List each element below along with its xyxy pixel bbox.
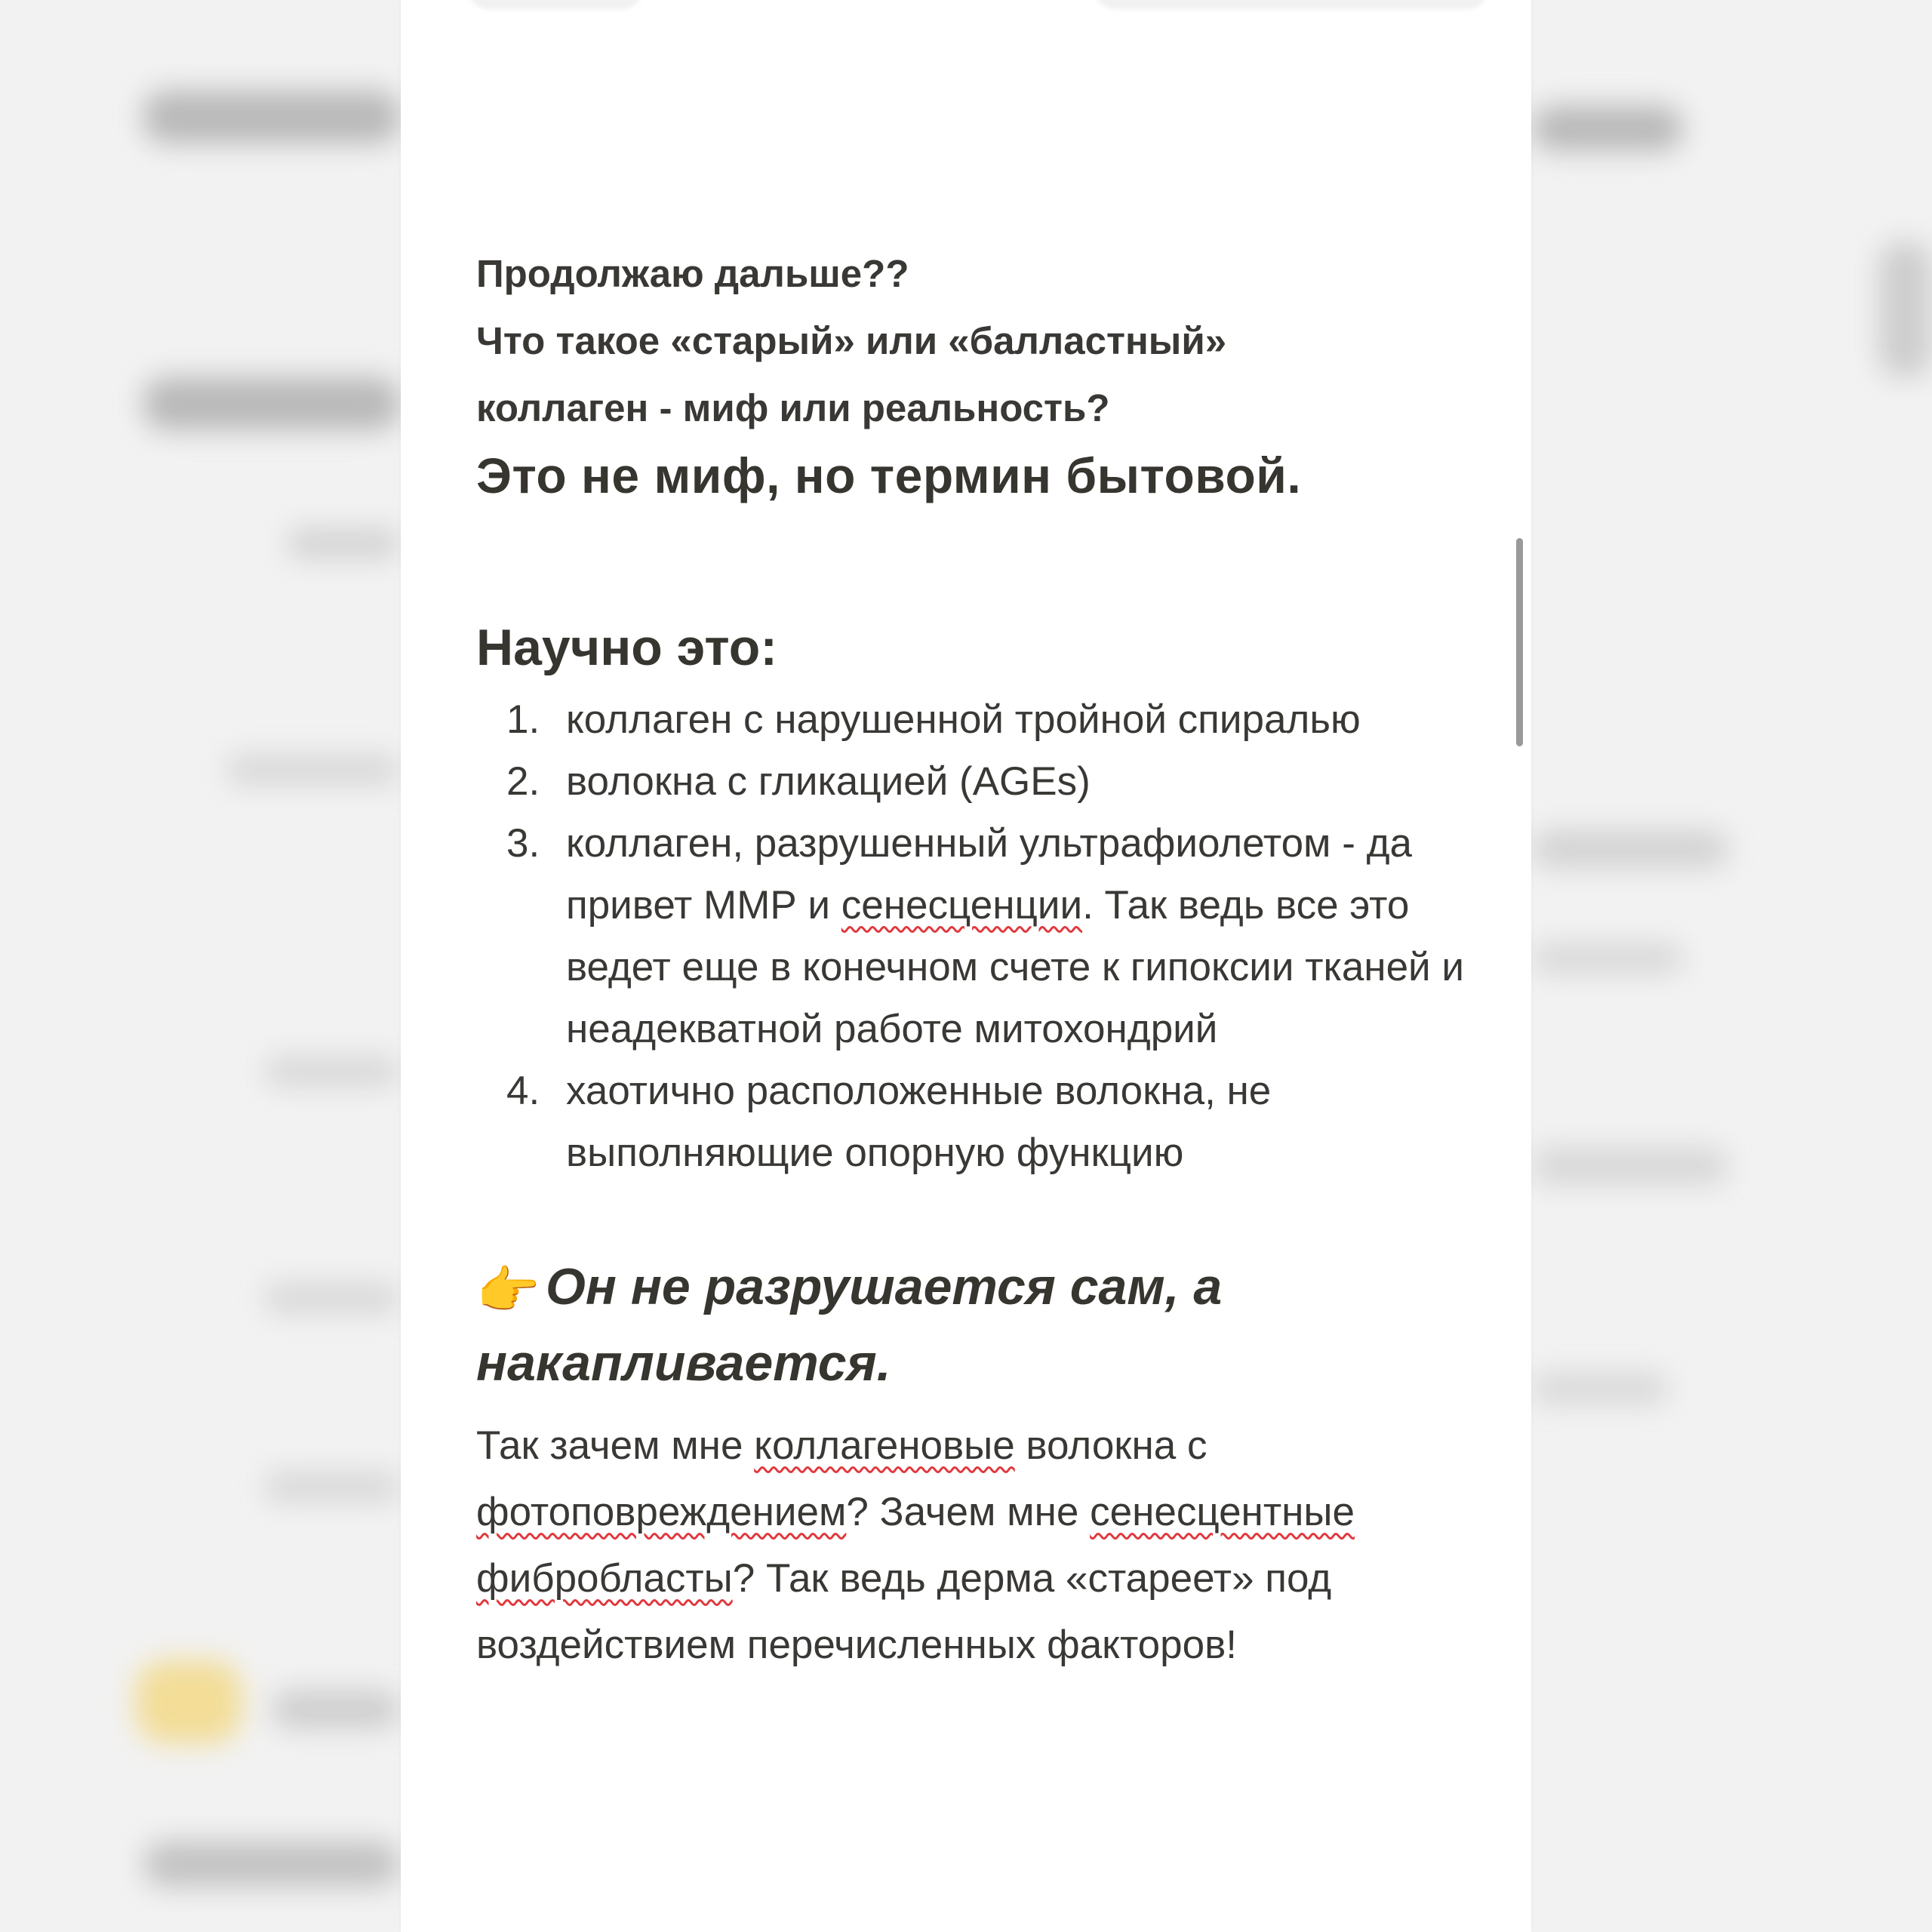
list-number: 1. bbox=[506, 697, 540, 742]
paragraph-text: Так зачем мне bbox=[476, 1423, 755, 1469]
section-heading: Научно это: bbox=[476, 619, 777, 676]
closing-paragraph bbox=[476, 1413, 1480, 1678]
spellcheck-flagged-word[interactable]: сенесценции bbox=[841, 883, 1083, 928]
paragraph-text: ? Так ведь дерма «стареет» под воздействием перечисленных факторов! bbox=[476, 1556, 1332, 1668]
intro-line-2: Что такое «старый» или «балластный» bbox=[476, 319, 1227, 362]
pointing-hand-icon: 👉 bbox=[476, 1262, 540, 1320]
note-document[interactable] bbox=[401, 0, 1531, 1932]
paragraph-text: волокна с bbox=[1014, 1423, 1208, 1469]
list-item-text-after: . Так ведь все это ведет еще в конечном счете к гипоксии тканей и неадекватной работе митохондрий bbox=[566, 883, 1464, 1051]
intro-line-1: Продолжаю дальше?? bbox=[476, 252, 909, 295]
list-number: 3. bbox=[506, 821, 540, 866]
intro-question bbox=[476, 240, 1480, 441]
callout-text: Он не разрушается сам, а накапливается. bbox=[476, 1258, 1223, 1392]
paragraph-text: ? Зачем мне bbox=[846, 1490, 1091, 1535]
list-item-text: хаотично расположенные волокна, не выполняющие опорную функцию bbox=[566, 1069, 1272, 1175]
vertical-scrollbar[interactable] bbox=[1516, 538, 1523, 746]
list-item bbox=[476, 689, 1480, 751]
list-item-text-before: коллаген, разрушенный ультрафиолетом - да привет ММР и bbox=[566, 821, 1412, 928]
list-item bbox=[476, 751, 1480, 813]
spellcheck-flagged-word[interactable]: фотоповреждением bbox=[476, 1490, 847, 1535]
list-item bbox=[476, 1060, 1480, 1184]
note-content[interactable] bbox=[476, 240, 1480, 1678]
list-number: 2. bbox=[506, 759, 540, 804]
spellcheck-flagged-word[interactable]: сенесцентные фибробласты bbox=[476, 1490, 1355, 1601]
spellcheck-flagged-word[interactable]: коллагеновые bbox=[754, 1423, 1015, 1469]
answer-statement: Это не миф, но термин бытовой. bbox=[476, 448, 1302, 503]
list-item-text: волокна с гликацией (AGEs) bbox=[566, 759, 1091, 804]
list-number: 4. bbox=[506, 1069, 540, 1113]
numbered-list bbox=[476, 689, 1480, 1184]
list-item-text: коллаген с нарушенной тройной спиралью bbox=[566, 697, 1361, 742]
intro-line-3: коллаген - миф или реальность? bbox=[476, 386, 1110, 429]
list-item bbox=[476, 813, 1480, 1060]
callout-heading bbox=[476, 1251, 1480, 1399]
